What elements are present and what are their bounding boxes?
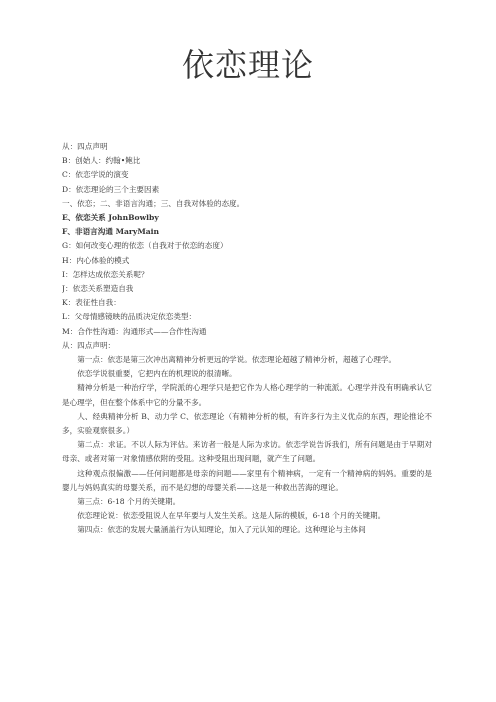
paragraph: 第二点：求证。不以人际为评估。来访者一般是人际为求访。依恋学说告诉我们，所有问题是由于早期对母亲、或者对第一对象情感依附的受阻。这种受阻出现问题，就产生了问题。 [62,440,432,464]
paragraph: 依恋学说很重要，它把内在的机理说的很清晰。 [77,369,237,379]
page-title: 依恋理论 [181,46,314,84]
outline-item: J：依恋关系塑造自我 [62,284,134,294]
paragraph: 精神分析是一种治疗学，学院派的心理学只是把它作为人格心理学的一种流派。心理学并没有明确承认它是心理学，但在整个体系中它的分量不多。 [62,383,432,407]
body-paragraphs [62,353,432,538]
outline-item: C：依恋学说的演变 [62,170,129,180]
paragraph: 这种观点很偏激——任何问题都是母亲的问题——家里有个精神病，一定有一个精神病的妈妈。重要的是婴儿与妈妈真实的母婴关系，而不是幻想的母婴关系——这是一种救出苦海的理论。 [62,468,432,492]
paragraph: 人、经典精神分析 B、动力学 C、依恋理论（有精神分析的根，有许多行为主义优点的东西，理论推论不多，实验观察很多。） [62,411,432,436]
paragraph: 第一点：依恋是第三次冲出离精神分析更远的学说。依恋理论超越了精神分析，超越了心理学。 [77,355,397,365]
outline-item: G：如何改变心理的依恋（自我对于依恋的态度） [62,241,228,251]
outline-item: I：怎样达成依恋关系呢？ [62,269,149,279]
outline-item: H：内心体验的模式 [62,255,130,265]
outline-list [62,140,432,353]
outline-item: D：依恋理论的三个主要因素 [62,184,160,194]
outline-item: B：创始人：约翰•鲍比 [62,156,141,166]
outline-item: 一、依恋；二、非语言沟通；三、自我对体验的态度。 [62,198,245,208]
outline-item: K：表征性自我： [62,298,121,308]
outline-item: F、非语言沟通 MaryMain [62,227,160,237]
outline-item: 从：四点声明： [62,340,116,350]
paragraph: 第四点：依恋的发展大量涵盖行为认知理论，加入了元认知的理论。这种理论与主体间 [77,525,366,535]
outline-item: 从：四点声明 [62,142,108,151]
outline-item: E、依恋关系 JohnBowlby [62,213,159,223]
outline-item: L：父母情感镜映的品质决定依恋类型： [62,312,197,322]
outline-item: M：合作性沟通：沟通形式——合作性沟通 [62,326,207,336]
document-body [62,140,432,538]
paragraph: 第三点：6-18 个月的关键期。 [77,497,181,507]
paragraph: 依恋理论说：依恋受阻说人在早年要与人发生关系。这是人际的模版，6-18 个月的关键期。 [77,511,386,521]
